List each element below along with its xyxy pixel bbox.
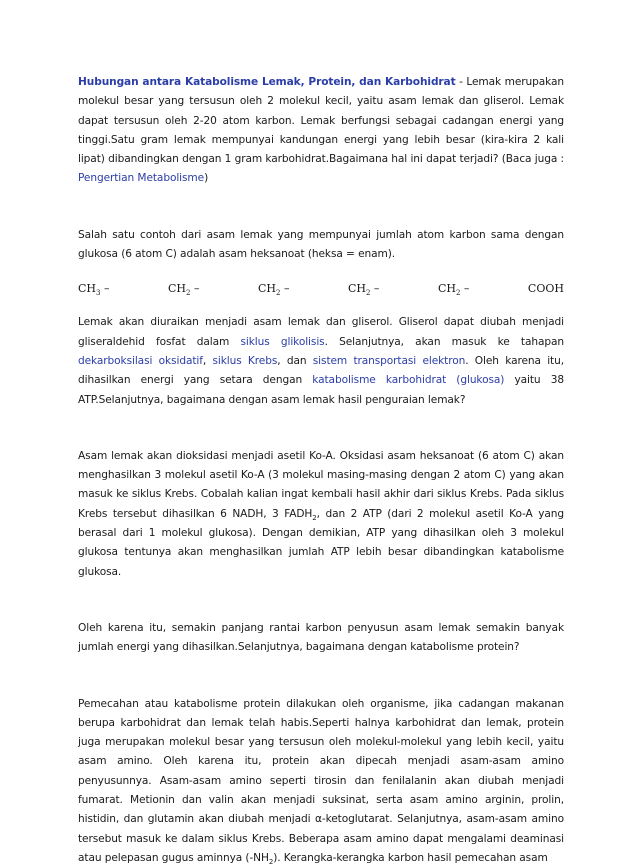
paragraph-lemak-diuraikan: Lemak akan diuraikan menjadi asam lemak dan gliserol. Gliserol dapat diubah menjadi gliseraldehid fosfat dalam siklus glikolisis. Selanjutnya, akan masuk ke tahapan dekarboksilasi oksidatif, siklus Krebs, dan sistem transportasi elektron. Oleh karena itu, dihasilkan energi yang setara dengan katabolisme karbohidrat (glukosa) yaitu 38 ATP.Selanjutnya, bagaimana dengan asam lemak hasil penguraian lemak? bbox=[78, 316, 564, 406]
formula-ch2: $CH_2$ – bbox=[167, 282, 200, 298]
formula-heksanoat bbox=[78, 279, 564, 298]
link-siklus-krebs[interactable]: siklus Krebs bbox=[212, 354, 278, 367]
link-dekarboksilasi-oksidatif[interactable]: dekarboksilasi oksidatif bbox=[78, 354, 203, 367]
title-link[interactable]: Hubungan antara Katabolisme Lemak, Protein, dan Karbohidrat bbox=[78, 76, 456, 88]
document-page bbox=[78, 73, 564, 868]
paragraph-protein: Pemecahan atau katabolisme protein dilakukan oleh organisme, jika cadangan makanan berupa karbohidrat dan lemak telah habis.Seperti halnya karbohidrat dan lemak, protein juga merupakan molekul besar yang tersusun oleh molekul-molekul yang lebih kecil, yaitu asam amino. Oleh karena itu, protein akan dipecah menjadi asam-asam amino penyusunnya. Asam-asam amino seperti tirosin dan fenilalanin akan diubah menjadi fumarat. Metionin dan valin akan menjadi suksinat, serta asam amino arginin, prolin, histidin, dan glutamin akan diubah menjadi α-ketoglutarat. Selanjutnya, asam-asam amino tersebut masuk ke dalam siklus Krebs. Beberapa asam amino dapat mengalami deaminasi atau pelepasan gugus aminnya $(-NH_2)$. Kerangka-kerangka karbon hasil pemecahan asam bbox=[78, 697, 564, 867]
intro-text-end: ) bbox=[204, 172, 209, 185]
paragraph-rantai-karbon: Oleh karena itu, semakin panjang rantai karbon penyusun asam lemak semakin banyak jumlah energi yang dihasilkan.Selanjutnya, bagaimana dengan katabolisme protein? bbox=[78, 621, 564, 654]
paragraph-asam-lemak: Asam lemak akan dioksidasi menjadi asetil Ko-A. Oksidasi asam heksanoat (6 atom C) akan menghasilkan 3 molekul asetil Ko-A (3 molekul masing-masing dengan 2 atom C) yang akan masuk ke siklus Krebs. Cobalah kalian ingat kembali hasil akhir dari siklus Krebs. Pada siklus Krebs tersebut dihasilkan 6 NADH, 3 $FADH_2$, dan 2 ATP (dari 2 molekul asetil Ko-A yang berasal dari 1 molekul glukosa). Dengan demikian, ATP yang dihasilkan oleh 3 molekul glukosa tentunya akan menghasilkan jumlah ATP lebih besar dibandingkan katabolisme glukosa. bbox=[78, 449, 564, 578]
paragraph-intro bbox=[78, 73, 564, 189]
formula-ch2: $CH_2$ – bbox=[347, 282, 380, 298]
link-siklus-glikolisis[interactable]: siklus glikolisis bbox=[240, 335, 325, 348]
link-pengertian-metabolisme[interactable]: Pengertian Metabolisme bbox=[78, 172, 205, 185]
link-sistem-transportasi-elektron[interactable]: sistem transportasi elektron bbox=[312, 354, 466, 367]
intro-text: - Lemak merupakan molekul besar yang tersusun oleh 2 molekul kecil, yaitu asam lemak dan gliserol. Lemak dapat tersusun oleh 2-20 atom karbon. Lemak berfungsi sebagai cadangan energi yang tinggi.Satu gram lemak mempunyai kandungan energi yang lebih besar (kira-kira 2 kali lipat) dibandingkan dengan 1 gram karbohidrat.Bagaimana hal ini dapat terjadi? (Baca juga : bbox=[78, 76, 564, 166]
link-katabolisme-karbohidrat[interactable]: katabolisme karbohidrat (glukosa) bbox=[312, 374, 505, 387]
formula-ch2: $CH_2$ – bbox=[437, 282, 470, 298]
formula-cooh: COOH bbox=[527, 282, 564, 296]
paragraph-example: Salah satu contoh dari asam lemak yang mempunyai jumlah atom karbon sama dengan glukosa (6 atom C) adalah asam heksanoat (heksa = enam). bbox=[78, 228, 564, 261]
formula-ch3: $CH_3$ – bbox=[78, 282, 110, 298]
formula-ch2: $CH_2$ – bbox=[257, 282, 290, 298]
